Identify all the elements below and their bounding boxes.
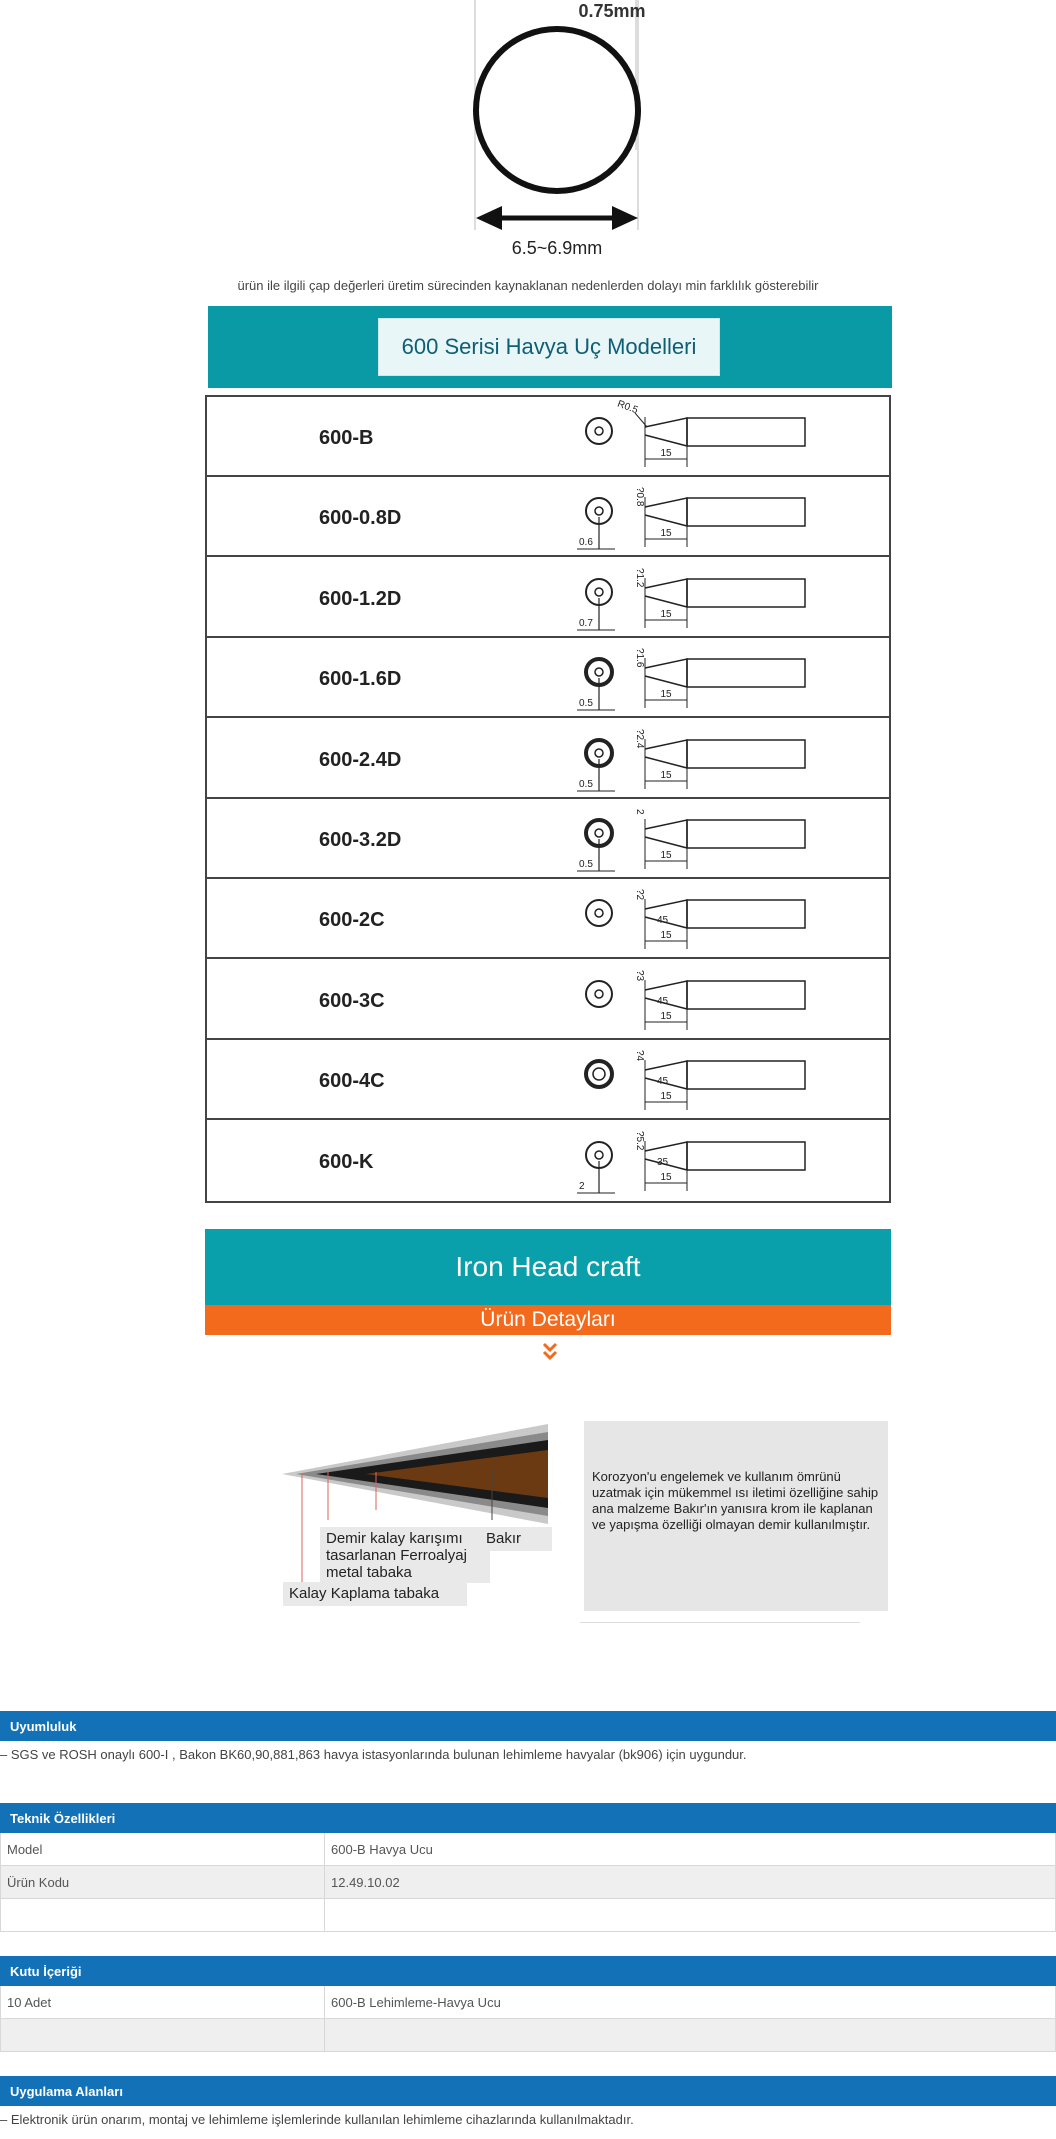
model-row bbox=[207, 1121, 889, 1201]
model-row bbox=[207, 799, 889, 879]
tip-profile-drawing bbox=[507, 638, 907, 718]
tip-dim-a-label: ?0.8 bbox=[634, 487, 645, 507]
tip-end-view-circle bbox=[586, 1061, 612, 1087]
model-name: 600-2C bbox=[319, 909, 385, 932]
tip-taper bbox=[645, 498, 687, 526]
width-arrow-right-head bbox=[612, 206, 638, 230]
tip-shank bbox=[687, 740, 805, 768]
compatibility-heading: Uyumluluk bbox=[0, 1711, 1056, 1741]
tip-shank bbox=[687, 1142, 805, 1170]
tip-end-view-inner bbox=[595, 588, 603, 596]
tip-dim-a-label: R0.5 bbox=[615, 398, 640, 417]
model-name: 600-B bbox=[319, 427, 374, 449]
tip-taper bbox=[645, 418, 687, 446]
tip-length-label: 15 bbox=[660, 769, 672, 781]
tip-end-view-circle bbox=[586, 900, 612, 926]
model-name: 600-4C bbox=[319, 1070, 385, 1093]
tech-specs-heading: Teknik Özellikleri bbox=[0, 1803, 1056, 1833]
tip-end-view-circle bbox=[586, 981, 612, 1007]
tip-material-description: Korozyon'u engelemek ve kullanım ömrünü uzatmak için mükemmel ısı iletimi özelliğine sahip ana malzeme Bakır'ın yanısıra krom ile kaplanan ve yapışma özelliği olmayan demir kullanılmıştır. bbox=[584, 1421, 888, 1611]
tip-profile-drawing bbox=[507, 879, 907, 959]
spec-value bbox=[325, 1899, 1055, 1931]
model-name: 600-2.4D bbox=[319, 748, 402, 771]
tech-specs-table bbox=[0, 1833, 1056, 1932]
model-row bbox=[207, 397, 889, 477]
model-row bbox=[207, 1040, 889, 1120]
box-item-name: 600-B Lehimleme-Havya Ucu bbox=[331, 1994, 501, 2010]
tip-shank bbox=[687, 418, 805, 446]
tip-shank bbox=[687, 659, 805, 687]
models-banner-title: 600 Serisi Havya Uç Modelleri bbox=[378, 318, 720, 376]
box-contents-table bbox=[0, 1986, 1056, 2052]
product-details-banner: Ürün Detayları bbox=[205, 1305, 891, 1335]
tip-end-view-inner bbox=[595, 1151, 603, 1159]
tip-dim-b-label: 0.5 bbox=[579, 778, 593, 790]
craft-banner-title: Iron Head craft bbox=[205, 1229, 891, 1305]
model-row bbox=[207, 960, 889, 1040]
tip-dim-a-label: ?1.2 bbox=[634, 567, 645, 588]
tip-length-label: 15 bbox=[660, 1091, 672, 1103]
table-row bbox=[0, 1866, 1056, 1899]
tip-end-view-inner bbox=[595, 427, 603, 435]
box-item-count: 10 Adet bbox=[1, 1986, 325, 2018]
tip-shank bbox=[687, 1061, 805, 1089]
model-name: 600-0.8D bbox=[319, 507, 402, 530]
diameter-top-label: 0.75mm bbox=[578, 1, 646, 21]
tip-dim-b-label: 45 bbox=[657, 915, 669, 927]
tip-dim-a-label: ?4 bbox=[634, 1050, 645, 1062]
tip-end-view-inner bbox=[595, 668, 603, 676]
label-copper: Bakır bbox=[480, 1527, 552, 1551]
tip-length-label: 15 bbox=[660, 528, 672, 540]
tip-profile-drawing bbox=[507, 960, 907, 1040]
tip-taper bbox=[645, 579, 687, 607]
tip-length-label: 15 bbox=[660, 689, 672, 701]
label-tin-coating: Kalay Kaplama tabaka bbox=[283, 1582, 467, 1606]
tip-end-view-inner bbox=[595, 829, 603, 837]
model-name: 600-1.6D bbox=[319, 668, 402, 691]
spec-value: 12.49.10.02 bbox=[331, 1874, 400, 1890]
tip-profile-drawing bbox=[507, 719, 907, 799]
tip-shank bbox=[687, 820, 805, 848]
tip-dim-a-label: ?2 bbox=[634, 889, 645, 901]
compatibility-text: – SGS ve ROSH onaylı 600-I , Bakon BK60,90,881,863 havya istasyonlarında bulunan lehimleme havyalar (bk906) için uygundur. bbox=[0, 1747, 747, 1762]
model-name: 600-3.2D bbox=[319, 829, 402, 851]
applications-text: – Elektronik ürün onarım, montaj ve lehimleme işlemlerinde kullanılan lehimleme cihazlarında kullanılmaktadır. bbox=[0, 2112, 634, 2127]
table-row bbox=[0, 1899, 1056, 1932]
model-row bbox=[207, 879, 889, 959]
box-item-count bbox=[1, 2019, 325, 2051]
tip-dim-b-label: 0.7 bbox=[579, 617, 593, 629]
tip-end-view-inner bbox=[595, 909, 603, 917]
spec-label: Model bbox=[1, 1833, 325, 1865]
model-name: 600-1.2D bbox=[319, 587, 402, 610]
tip-shank bbox=[687, 498, 805, 526]
applications-heading: Uygulama Alanları bbox=[0, 2076, 1056, 2106]
tip-end-view-inner bbox=[595, 749, 603, 757]
diameter-width-label: 6.5~6.9mm bbox=[511, 238, 603, 258]
tip-end-view-inner bbox=[595, 990, 603, 998]
table-row bbox=[0, 2019, 1056, 2052]
tip-end-view-circle bbox=[586, 418, 612, 444]
box-contents-heading: Kutu İçeriği bbox=[0, 1956, 1056, 1986]
table-row bbox=[0, 1986, 1056, 2019]
diameter-caption: ürün ile ilgili çap değerleri üretim sürecinden kaynaklanan nedenlerden dolayı min farklılık gösterebilir bbox=[237, 278, 819, 293]
tip-taper bbox=[645, 659, 687, 687]
tip-shank bbox=[687, 900, 805, 928]
tip-dim-b-label: 0.5 bbox=[579, 859, 593, 870]
spec-label bbox=[1, 1899, 325, 1931]
width-arrow-left-head bbox=[476, 206, 502, 230]
tip-dim-a-label: 2 bbox=[634, 809, 645, 815]
tip-length-label: 15 bbox=[660, 1171, 672, 1183]
tip-dim-b-label: 45 bbox=[657, 1076, 669, 1088]
tip-cross-section-circle bbox=[476, 29, 638, 191]
model-row bbox=[207, 477, 889, 557]
model-row bbox=[207, 638, 889, 718]
tip-angle-label: 35 bbox=[657, 1156, 669, 1168]
tip-profile-drawing bbox=[507, 1121, 907, 1201]
tip-length-label: 15 bbox=[660, 448, 672, 459]
model-row bbox=[207, 719, 889, 799]
label-ferroalloy-layer: Demir kalay karışımı tasarlanan Ferroalyaj metal tabaka bbox=[320, 1527, 490, 1583]
tip-taper bbox=[645, 740, 687, 768]
table-row bbox=[0, 1833, 1056, 1866]
models-table bbox=[205, 395, 891, 1203]
tip-length-label: 15 bbox=[660, 850, 672, 861]
tip-profile-drawing bbox=[507, 477, 907, 557]
tip-dim-a-label: ?3 bbox=[634, 969, 645, 981]
tip-end-view-inner bbox=[593, 1068, 605, 1080]
tip-dim-a-label: ?5.2 bbox=[634, 1130, 645, 1151]
model-row bbox=[207, 558, 889, 638]
model-name: 600-K bbox=[319, 1150, 374, 1173]
tip-dim-a-label: ?2.4 bbox=[634, 728, 645, 749]
spec-label: Ürün Kodu bbox=[1, 1866, 325, 1898]
tip-shank bbox=[687, 981, 805, 1009]
spec-value: 600-B Havya Ucu bbox=[331, 1841, 433, 1857]
tip-dim-b-label: 0.5 bbox=[579, 698, 593, 710]
tip-profile-drawing bbox=[507, 1040, 907, 1120]
tip-shank bbox=[687, 579, 805, 607]
tip-profile-drawing bbox=[507, 799, 907, 879]
tip-end-view-inner bbox=[595, 507, 603, 515]
tip-length-label: 15 bbox=[660, 608, 672, 620]
tip-dim-b-label: 45 bbox=[657, 995, 669, 1007]
divider bbox=[580, 1622, 860, 1623]
tip-dim-b-label: 0.6 bbox=[579, 537, 593, 549]
tip-taper bbox=[645, 820, 687, 848]
tip-length-label: 15 bbox=[660, 930, 672, 942]
double-chevron-down-icon bbox=[540, 1340, 560, 1366]
tip-length-label: 15 bbox=[660, 1010, 672, 1022]
model-name: 600-3C bbox=[319, 989, 385, 1012]
box-item-name bbox=[325, 2019, 1055, 2051]
tip-profile-drawing bbox=[507, 397, 907, 477]
tip-profile-drawing bbox=[507, 558, 907, 638]
tip-dim-b-label: 2 bbox=[579, 1180, 585, 1192]
tip-dim-a-label: ?1.6 bbox=[634, 648, 645, 668]
diameter-diagram bbox=[440, 0, 680, 262]
models-banner bbox=[208, 306, 892, 388]
